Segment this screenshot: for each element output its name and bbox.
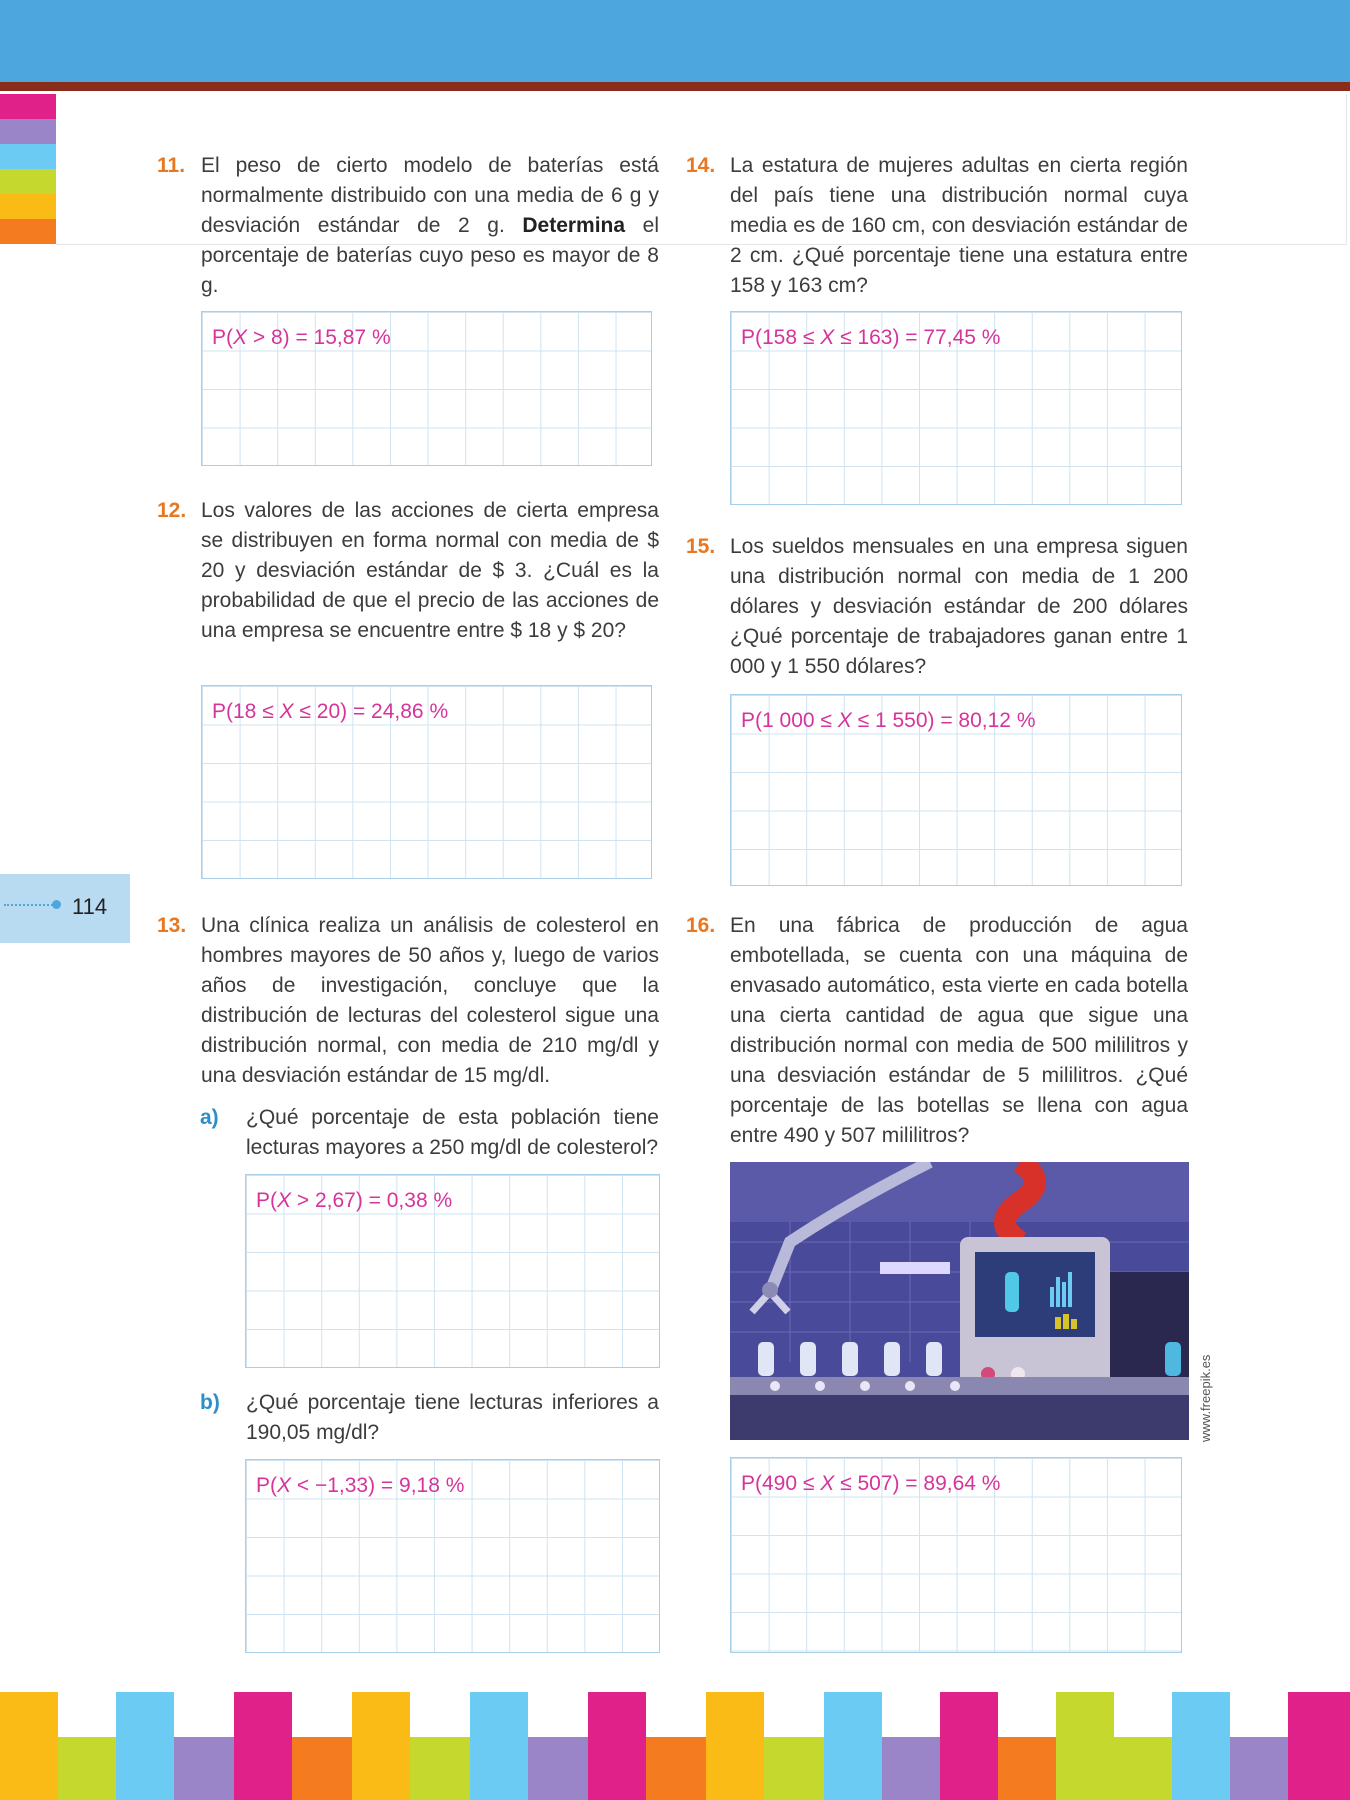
exercise-number: 16. — [686, 914, 716, 937]
answer-grid-12 — [201, 685, 652, 879]
exercise-13a — [200, 1103, 659, 1163]
answer-grid-13b — [245, 1459, 660, 1653]
tab-lavender — [0, 119, 56, 144]
answer-grid-11 — [201, 311, 652, 466]
answer-12: P(18 ≤ X ≤ 20) = 24,86 % — [212, 700, 449, 723]
page-number-tab — [0, 874, 130, 943]
factory-scene — [730, 1162, 1189, 1440]
exercise-15 — [686, 532, 1188, 682]
header-bar — [0, 0, 1350, 82]
answer-grid-16 — [730, 1457, 1182, 1653]
exercise-14 — [686, 151, 1188, 301]
bullet-dot — [52, 900, 61, 909]
color-tabs — [0, 94, 56, 244]
exercise-11 — [157, 151, 659, 301]
exercise-text: Una clínica realiza un análisis de colesterol en hombres mayores de 50 años y, luego de varios años de investigación, concluye que la distribución de lecturas del colesterol sigue una distribución normal, con media de 210 mg/dl y una desviación estándar de 15 mg/dl. — [201, 914, 659, 1087]
answer-16: P(490 ≤ X ≤ 507) = 89,64 % — [741, 1472, 1001, 1495]
exercise-number: 12. — [157, 499, 187, 522]
header-accent-line — [0, 82, 1350, 91]
answer-grid-15 — [730, 694, 1182, 886]
exercise-number: 13. — [157, 914, 187, 937]
answer-15: P(1 000 ≤ X ≤ 1 550) = 80,12 % — [741, 709, 1036, 732]
dotted-line — [4, 904, 56, 906]
subitem-text: ¿Qué porcentaje tiene lecturas inferiores a 190,05 mg/dl? — [246, 1391, 659, 1444]
tab-lime — [0, 169, 56, 194]
tab-sky — [0, 144, 56, 169]
answer-14: P(158 ≤ X ≤ 163) = 77,45 % — [741, 326, 1001, 349]
answer-grid-13a — [245, 1174, 660, 1368]
subitem-label: b) — [200, 1391, 220, 1414]
bold-keyword: Determina — [522, 214, 626, 237]
tab-yellow — [0, 194, 56, 219]
exercise-number: 11. — [157, 154, 186, 177]
exercise-text: Los valores de las acciones de cierta empresa se distribuyen en forma normal con media de $ 20 y desviación estándar de $ 3. ¿Cuál es la probabilidad de que el precio de las acciones de una empresa se encuentre entre $ 18 y $ 20? — [201, 499, 659, 642]
exercise-text: La estatura de mujeres adultas en cierta región del país tiene una distribución normal cuya media es de 160 cm, con desviación estándar de 2 cm. ¿Qué porcentaje tiene una estatura entre 158 y 163 cm? — [730, 154, 1188, 297]
exercise-text: El peso de cierto modelo de baterías está normalmente distribuido con una media de 6 g y desviación estándar de 2 g. Determina el porcentaje de baterías cuyo peso es mayor de 8 g. — [201, 154, 659, 297]
answer-13b: P(X < −1,33) = 9,18 % — [256, 1474, 465, 1497]
subitem-label: a) — [200, 1106, 219, 1129]
exercise-13 — [157, 911, 659, 1091]
exercise-text: En una fábrica de producción de agua embotellada, se cuenta con una máquina de envasado automático, esta vierte en cada botella una cierta cantidad de agua que sigue una distribución normal con media de 500 mililitros y una desviación estándar de 5 mililitros. ¿Qué porcentaje de las botellas se llena con agua entre 490 y 507 mililitros? — [730, 914, 1188, 1147]
exercise-16 — [686, 911, 1188, 1151]
image-credit: www.freepik.es — [1198, 1354, 1213, 1442]
tab-orange — [0, 219, 56, 244]
answer-11: P(X > 8) = 15,87 % — [212, 326, 391, 349]
subitem-text: ¿Qué porcentaje de esta población tiene lecturas mayores a 250 mg/dl de colesterol? — [246, 1106, 659, 1159]
exercise-number: 15. — [686, 535, 716, 558]
footer-color-stripes — [0, 1692, 1350, 1800]
tab-magenta — [0, 94, 56, 119]
exercise-number: 14. — [686, 154, 716, 177]
exercise-13b — [200, 1388, 659, 1448]
bottling-factory-illustration — [730, 1162, 1189, 1440]
exercise-text: Los sueldos mensuales en una empresa siguen una distribución normal con media de 1 200 dólares y desviación estándar de 200 dólares ¿Qué porcentaje de trabajadores ganan entre 1 000 y 1 550 dólares? — [730, 535, 1188, 678]
exercise-12 — [157, 496, 659, 646]
answer-grid-14 — [730, 311, 1182, 505]
answer-13a: P(X > 2,67) = 0,38 % — [256, 1189, 453, 1212]
page-number: 114 — [72, 894, 108, 919]
